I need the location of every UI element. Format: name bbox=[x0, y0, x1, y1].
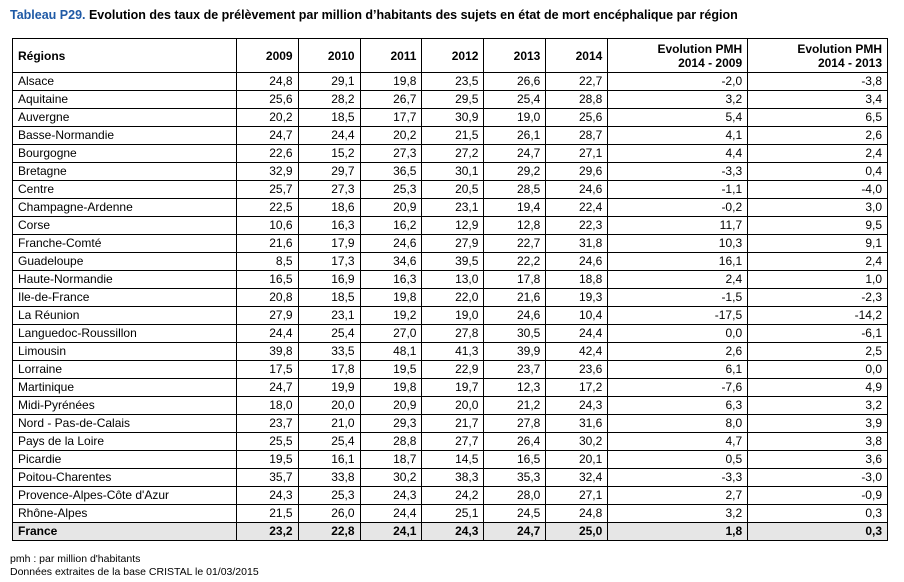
region-cell: Franche-Comté bbox=[13, 235, 237, 253]
value-cell: 24,7 bbox=[236, 127, 298, 145]
value-cell: 29,7 bbox=[298, 163, 360, 181]
value-cell: 2,6 bbox=[748, 127, 888, 145]
column-header: Régions bbox=[13, 39, 237, 73]
value-cell: 21,6 bbox=[484, 289, 546, 307]
value-cell: -2,3 bbox=[748, 289, 888, 307]
value-cell: 35,7 bbox=[236, 469, 298, 487]
value-cell: 26,0 bbox=[298, 505, 360, 523]
value-cell: 17,7 bbox=[360, 109, 422, 127]
data-table bbox=[12, 38, 888, 541]
value-cell: -1,5 bbox=[608, 289, 748, 307]
value-cell: 38,3 bbox=[422, 469, 484, 487]
region-cell: Ile-de-France bbox=[13, 289, 237, 307]
value-cell: -0,2 bbox=[608, 199, 748, 217]
value-cell: 16,3 bbox=[360, 271, 422, 289]
value-cell: 17,2 bbox=[546, 379, 608, 397]
value-cell: 25,7 bbox=[236, 181, 298, 199]
value-cell: 27,8 bbox=[422, 325, 484, 343]
value-cell: 29,6 bbox=[546, 163, 608, 181]
value-cell: -6,1 bbox=[748, 325, 888, 343]
value-cell: 28,5 bbox=[484, 181, 546, 199]
region-cell: Languedoc-Roussillon bbox=[13, 325, 237, 343]
table-row bbox=[13, 379, 888, 397]
value-cell: 0,4 bbox=[748, 163, 888, 181]
value-cell: 3,6 bbox=[748, 451, 888, 469]
value-cell: 3,8 bbox=[748, 433, 888, 451]
value-cell: 36,5 bbox=[360, 163, 422, 181]
value-cell: 29,1 bbox=[298, 73, 360, 91]
table-row bbox=[13, 253, 888, 271]
column-header: 2010 bbox=[298, 39, 360, 73]
value-cell: 27,0 bbox=[360, 325, 422, 343]
region-cell: Bourgogne bbox=[13, 145, 237, 163]
table-title-text: Evolution des taux de prélèvement par million d’habitants des sujets en état de mort encéphalique par région bbox=[85, 8, 738, 22]
table-row bbox=[13, 73, 888, 91]
value-cell: 19,5 bbox=[236, 451, 298, 469]
value-cell: 25,3 bbox=[298, 487, 360, 505]
table-row bbox=[13, 469, 888, 487]
value-cell: 27,8 bbox=[484, 415, 546, 433]
value-cell: 0,0 bbox=[608, 325, 748, 343]
value-cell: 16,5 bbox=[484, 451, 546, 469]
value-cell: 24,3 bbox=[422, 523, 484, 541]
value-cell: 25,4 bbox=[298, 433, 360, 451]
value-cell: 16,5 bbox=[236, 271, 298, 289]
value-cell: 27,3 bbox=[360, 145, 422, 163]
value-cell: 20,0 bbox=[298, 397, 360, 415]
value-cell: 4,7 bbox=[608, 433, 748, 451]
value-cell: 18,5 bbox=[298, 289, 360, 307]
value-cell: -1,1 bbox=[608, 181, 748, 199]
table-row bbox=[13, 343, 888, 361]
table-row bbox=[13, 163, 888, 181]
value-cell: 22,3 bbox=[546, 217, 608, 235]
value-cell: 24,6 bbox=[546, 253, 608, 271]
value-cell: 28,2 bbox=[298, 91, 360, 109]
value-cell: 26,1 bbox=[484, 127, 546, 145]
value-cell: 26,4 bbox=[484, 433, 546, 451]
footnote-pmh: pmh : par million d'habitants bbox=[10, 553, 141, 565]
value-cell: 0,0 bbox=[748, 361, 888, 379]
region-cell: Nord - Pas-de-Calais bbox=[13, 415, 237, 433]
value-cell: 6,1 bbox=[608, 361, 748, 379]
value-cell: 16,2 bbox=[360, 217, 422, 235]
value-cell: 24,3 bbox=[360, 487, 422, 505]
value-cell: -14,2 bbox=[748, 307, 888, 325]
column-header: 2014 bbox=[546, 39, 608, 73]
value-cell: 20,9 bbox=[360, 397, 422, 415]
value-cell: -2,0 bbox=[608, 73, 748, 91]
value-cell: 17,3 bbox=[298, 253, 360, 271]
value-cell: 22,8 bbox=[298, 523, 360, 541]
value-cell: 27,2 bbox=[422, 145, 484, 163]
value-cell: 9,5 bbox=[748, 217, 888, 235]
value-cell: 41,3 bbox=[422, 343, 484, 361]
value-cell: 12,9 bbox=[422, 217, 484, 235]
value-cell: 34,6 bbox=[360, 253, 422, 271]
value-cell: 25,6 bbox=[236, 91, 298, 109]
value-cell: -3,0 bbox=[748, 469, 888, 487]
value-cell: 24,7 bbox=[484, 145, 546, 163]
table-row bbox=[13, 487, 888, 505]
value-cell: 27,9 bbox=[236, 307, 298, 325]
value-cell: 24,3 bbox=[546, 397, 608, 415]
value-cell: 3,2 bbox=[748, 397, 888, 415]
value-cell: 24,4 bbox=[546, 325, 608, 343]
value-cell: 25,4 bbox=[484, 91, 546, 109]
value-cell: -3,3 bbox=[608, 163, 748, 181]
value-cell: 18,8 bbox=[546, 271, 608, 289]
value-cell: 29,2 bbox=[484, 163, 546, 181]
column-header: 2009 bbox=[236, 39, 298, 73]
value-cell: 23,1 bbox=[422, 199, 484, 217]
value-cell: 19,4 bbox=[484, 199, 546, 217]
region-cell: Lorraine bbox=[13, 361, 237, 379]
value-cell: 19,3 bbox=[546, 289, 608, 307]
value-cell: 24,1 bbox=[360, 523, 422, 541]
value-cell: 28,8 bbox=[360, 433, 422, 451]
value-cell: 19,0 bbox=[422, 307, 484, 325]
table-row bbox=[13, 127, 888, 145]
value-cell: 20,0 bbox=[422, 397, 484, 415]
value-cell: 42,4 bbox=[546, 343, 608, 361]
region-cell: Rhône-Alpes bbox=[13, 505, 237, 523]
value-cell: 22,7 bbox=[484, 235, 546, 253]
value-cell: 12,8 bbox=[484, 217, 546, 235]
value-cell: -4,0 bbox=[748, 181, 888, 199]
value-cell: 33,8 bbox=[298, 469, 360, 487]
value-cell: 20,5 bbox=[422, 181, 484, 199]
footnote-source: Données extraites de la base CRISTAL le 01/03/2015 bbox=[10, 566, 259, 578]
value-cell: 2,5 bbox=[748, 343, 888, 361]
value-cell: 19,7 bbox=[422, 379, 484, 397]
value-cell: 10,6 bbox=[236, 217, 298, 235]
column-header-evolution-2013 bbox=[748, 39, 888, 73]
value-cell: 39,8 bbox=[236, 343, 298, 361]
table-row bbox=[13, 145, 888, 163]
table-row bbox=[13, 217, 888, 235]
table-row bbox=[13, 451, 888, 469]
value-cell: 25,0 bbox=[546, 523, 608, 541]
value-cell: 14,5 bbox=[422, 451, 484, 469]
table-row bbox=[13, 271, 888, 289]
value-cell: 26,7 bbox=[360, 91, 422, 109]
region-cell: Bretagne bbox=[13, 163, 237, 181]
value-cell: 27,3 bbox=[298, 181, 360, 199]
value-cell: 22,5 bbox=[236, 199, 298, 217]
value-cell: 24,4 bbox=[360, 505, 422, 523]
table-row bbox=[13, 433, 888, 451]
value-cell: 16,1 bbox=[608, 253, 748, 271]
value-cell: 24,7 bbox=[484, 523, 546, 541]
value-cell: 19,8 bbox=[360, 73, 422, 91]
value-cell: -3,8 bbox=[748, 73, 888, 91]
region-cell: Midi-Pyrénées bbox=[13, 397, 237, 415]
header-line: 2014 - 2013 bbox=[817, 55, 882, 70]
value-cell: 16,9 bbox=[298, 271, 360, 289]
value-cell: 21,2 bbox=[484, 397, 546, 415]
table-row bbox=[13, 235, 888, 253]
value-cell: 32,9 bbox=[236, 163, 298, 181]
value-cell: 6,5 bbox=[748, 109, 888, 127]
table-title-tag: Tableau P29. bbox=[10, 8, 86, 22]
value-cell: 16,3 bbox=[298, 217, 360, 235]
value-cell: 3,2 bbox=[608, 91, 748, 109]
value-cell: 27,1 bbox=[546, 487, 608, 505]
value-cell: 24,6 bbox=[360, 235, 422, 253]
value-cell: 31,6 bbox=[546, 415, 608, 433]
region-cell: Haute-Normandie bbox=[13, 271, 237, 289]
value-cell: 1,8 bbox=[608, 523, 748, 541]
value-cell: 22,2 bbox=[484, 253, 546, 271]
value-cell: 3,2 bbox=[608, 505, 748, 523]
value-cell: 24,8 bbox=[546, 505, 608, 523]
value-cell: 11,7 bbox=[608, 217, 748, 235]
table-row bbox=[13, 325, 888, 343]
value-cell: 1,0 bbox=[748, 271, 888, 289]
value-cell: 22,7 bbox=[546, 73, 608, 91]
value-cell: 18,0 bbox=[236, 397, 298, 415]
region-cell: Guadeloupe bbox=[13, 253, 237, 271]
value-cell: 22,6 bbox=[236, 145, 298, 163]
value-cell: 15,2 bbox=[298, 145, 360, 163]
value-cell: 24,5 bbox=[484, 505, 546, 523]
value-cell: 3,9 bbox=[748, 415, 888, 433]
region-cell: France bbox=[13, 523, 237, 541]
region-cell: Pays de la Loire bbox=[13, 433, 237, 451]
value-cell: 24,7 bbox=[236, 379, 298, 397]
table-body bbox=[13, 73, 888, 541]
column-header: 2013 bbox=[484, 39, 546, 73]
value-cell: 25,4 bbox=[298, 325, 360, 343]
value-cell: 24,6 bbox=[546, 181, 608, 199]
table-row bbox=[13, 397, 888, 415]
value-cell: 30,5 bbox=[484, 325, 546, 343]
value-cell: 17,8 bbox=[484, 271, 546, 289]
value-cell: 24,4 bbox=[236, 325, 298, 343]
value-cell: 23,1 bbox=[298, 307, 360, 325]
region-cell: Martinique bbox=[13, 379, 237, 397]
value-cell: 8,5 bbox=[236, 253, 298, 271]
value-cell: 22,9 bbox=[422, 361, 484, 379]
value-cell: 30,9 bbox=[422, 109, 484, 127]
value-cell: 10,3 bbox=[608, 235, 748, 253]
value-cell: 18,6 bbox=[298, 199, 360, 217]
header-line: Evolution PMH bbox=[797, 41, 882, 56]
value-cell: 30,1 bbox=[422, 163, 484, 181]
value-cell: 19,9 bbox=[298, 379, 360, 397]
value-cell: 28,7 bbox=[546, 127, 608, 145]
region-cell: Provence-Alpes-Côte d'Azur bbox=[13, 487, 237, 505]
value-cell: 2,4 bbox=[748, 145, 888, 163]
value-cell: 24,6 bbox=[484, 307, 546, 325]
value-cell: 39,9 bbox=[484, 343, 546, 361]
value-cell: 33,5 bbox=[298, 343, 360, 361]
value-cell: 24,4 bbox=[298, 127, 360, 145]
value-cell: 18,7 bbox=[360, 451, 422, 469]
value-cell: 35,3 bbox=[484, 469, 546, 487]
table-row bbox=[13, 181, 888, 199]
value-cell: 30,2 bbox=[360, 469, 422, 487]
table-row bbox=[13, 307, 888, 325]
value-cell: 23,6 bbox=[546, 361, 608, 379]
value-cell: 29,3 bbox=[360, 415, 422, 433]
value-cell: 25,3 bbox=[360, 181, 422, 199]
region-cell: Limousin bbox=[13, 343, 237, 361]
footnotes bbox=[10, 553, 259, 579]
value-cell: 5,4 bbox=[608, 109, 748, 127]
value-cell: 19,2 bbox=[360, 307, 422, 325]
table-title bbox=[10, 8, 738, 22]
value-cell: 0,3 bbox=[748, 505, 888, 523]
region-cell: Auvergne bbox=[13, 109, 237, 127]
value-cell: 30,2 bbox=[546, 433, 608, 451]
header-row bbox=[13, 39, 888, 73]
value-cell: 26,6 bbox=[484, 73, 546, 91]
value-cell: 12,3 bbox=[484, 379, 546, 397]
column-header: 2011 bbox=[360, 39, 422, 73]
value-cell: 27,9 bbox=[422, 235, 484, 253]
value-cell: 27,7 bbox=[422, 433, 484, 451]
value-cell: 22,4 bbox=[546, 199, 608, 217]
value-cell: 2,7 bbox=[608, 487, 748, 505]
header-line: Evolution PMH bbox=[657, 41, 743, 56]
table-row bbox=[13, 505, 888, 523]
region-cell: Picardie bbox=[13, 451, 237, 469]
value-cell: 22,0 bbox=[422, 289, 484, 307]
value-cell: 21,6 bbox=[236, 235, 298, 253]
value-cell: 17,8 bbox=[298, 361, 360, 379]
value-cell: 20,9 bbox=[360, 199, 422, 217]
value-cell: 10,4 bbox=[546, 307, 608, 325]
value-cell: 21,5 bbox=[236, 505, 298, 523]
value-cell: 8,0 bbox=[608, 415, 748, 433]
value-cell: 24,3 bbox=[236, 487, 298, 505]
region-cell: Corse bbox=[13, 217, 237, 235]
table-row bbox=[13, 199, 888, 217]
value-cell: 24,8 bbox=[236, 73, 298, 91]
region-cell: Poitou-Charentes bbox=[13, 469, 237, 487]
value-cell: 4,1 bbox=[608, 127, 748, 145]
value-cell: 2,6 bbox=[608, 343, 748, 361]
value-cell: -0,9 bbox=[748, 487, 888, 505]
value-cell: 39,5 bbox=[422, 253, 484, 271]
value-cell: 25,6 bbox=[546, 109, 608, 127]
column-header-evolution-2009 bbox=[608, 39, 748, 73]
value-cell: 28,8 bbox=[546, 91, 608, 109]
value-cell: -3,3 bbox=[608, 469, 748, 487]
table-row bbox=[13, 361, 888, 379]
value-cell: 19,8 bbox=[360, 379, 422, 397]
value-cell: 20,2 bbox=[360, 127, 422, 145]
value-cell: 23,7 bbox=[484, 361, 546, 379]
value-cell: 21,5 bbox=[422, 127, 484, 145]
value-cell: 6,3 bbox=[608, 397, 748, 415]
value-cell: 4,9 bbox=[748, 379, 888, 397]
region-cell: Aquitaine bbox=[13, 91, 237, 109]
value-cell: 0,3 bbox=[748, 523, 888, 541]
value-cell: 23,5 bbox=[422, 73, 484, 91]
value-cell: 19,5 bbox=[360, 361, 422, 379]
value-cell: 23,7 bbox=[236, 415, 298, 433]
value-cell: -7,6 bbox=[608, 379, 748, 397]
value-cell: 20,1 bbox=[546, 451, 608, 469]
value-cell: 19,8 bbox=[360, 289, 422, 307]
value-cell: 31,8 bbox=[546, 235, 608, 253]
value-cell: 9,1 bbox=[748, 235, 888, 253]
value-cell: 25,1 bbox=[422, 505, 484, 523]
value-cell: -17,5 bbox=[608, 307, 748, 325]
region-cell: Alsace bbox=[13, 73, 237, 91]
region-cell: Champagne-Ardenne bbox=[13, 199, 237, 217]
value-cell: 27,1 bbox=[546, 145, 608, 163]
value-cell: 13,0 bbox=[422, 271, 484, 289]
value-cell: 24,2 bbox=[422, 487, 484, 505]
value-cell: 3,0 bbox=[748, 199, 888, 217]
table-row-total bbox=[13, 523, 888, 541]
value-cell: 3,4 bbox=[748, 91, 888, 109]
value-cell: 4,4 bbox=[608, 145, 748, 163]
value-cell: 25,5 bbox=[236, 433, 298, 451]
value-cell: 28,0 bbox=[484, 487, 546, 505]
value-cell: 16,1 bbox=[298, 451, 360, 469]
value-cell: 20,8 bbox=[236, 289, 298, 307]
value-cell: 48,1 bbox=[360, 343, 422, 361]
value-cell: 21,7 bbox=[422, 415, 484, 433]
value-cell: 18,5 bbox=[298, 109, 360, 127]
table-row bbox=[13, 91, 888, 109]
value-cell: 32,4 bbox=[546, 469, 608, 487]
value-cell: 23,2 bbox=[236, 523, 298, 541]
region-cell: Centre bbox=[13, 181, 237, 199]
column-header: 2012 bbox=[422, 39, 484, 73]
table-row bbox=[13, 289, 888, 307]
region-cell: Basse-Normandie bbox=[13, 127, 237, 145]
value-cell: 20,2 bbox=[236, 109, 298, 127]
header-line: 2014 - 2009 bbox=[678, 55, 743, 70]
value-cell: 17,5 bbox=[236, 361, 298, 379]
value-cell: 21,0 bbox=[298, 415, 360, 433]
value-cell: 29,5 bbox=[422, 91, 484, 109]
value-cell: 17,9 bbox=[298, 235, 360, 253]
value-cell: 0,5 bbox=[608, 451, 748, 469]
table-row bbox=[13, 415, 888, 433]
region-cell: La Réunion bbox=[13, 307, 237, 325]
value-cell: 2,4 bbox=[748, 253, 888, 271]
value-cell: 19,0 bbox=[484, 109, 546, 127]
value-cell: 2,4 bbox=[608, 271, 748, 289]
table-row bbox=[13, 109, 888, 127]
